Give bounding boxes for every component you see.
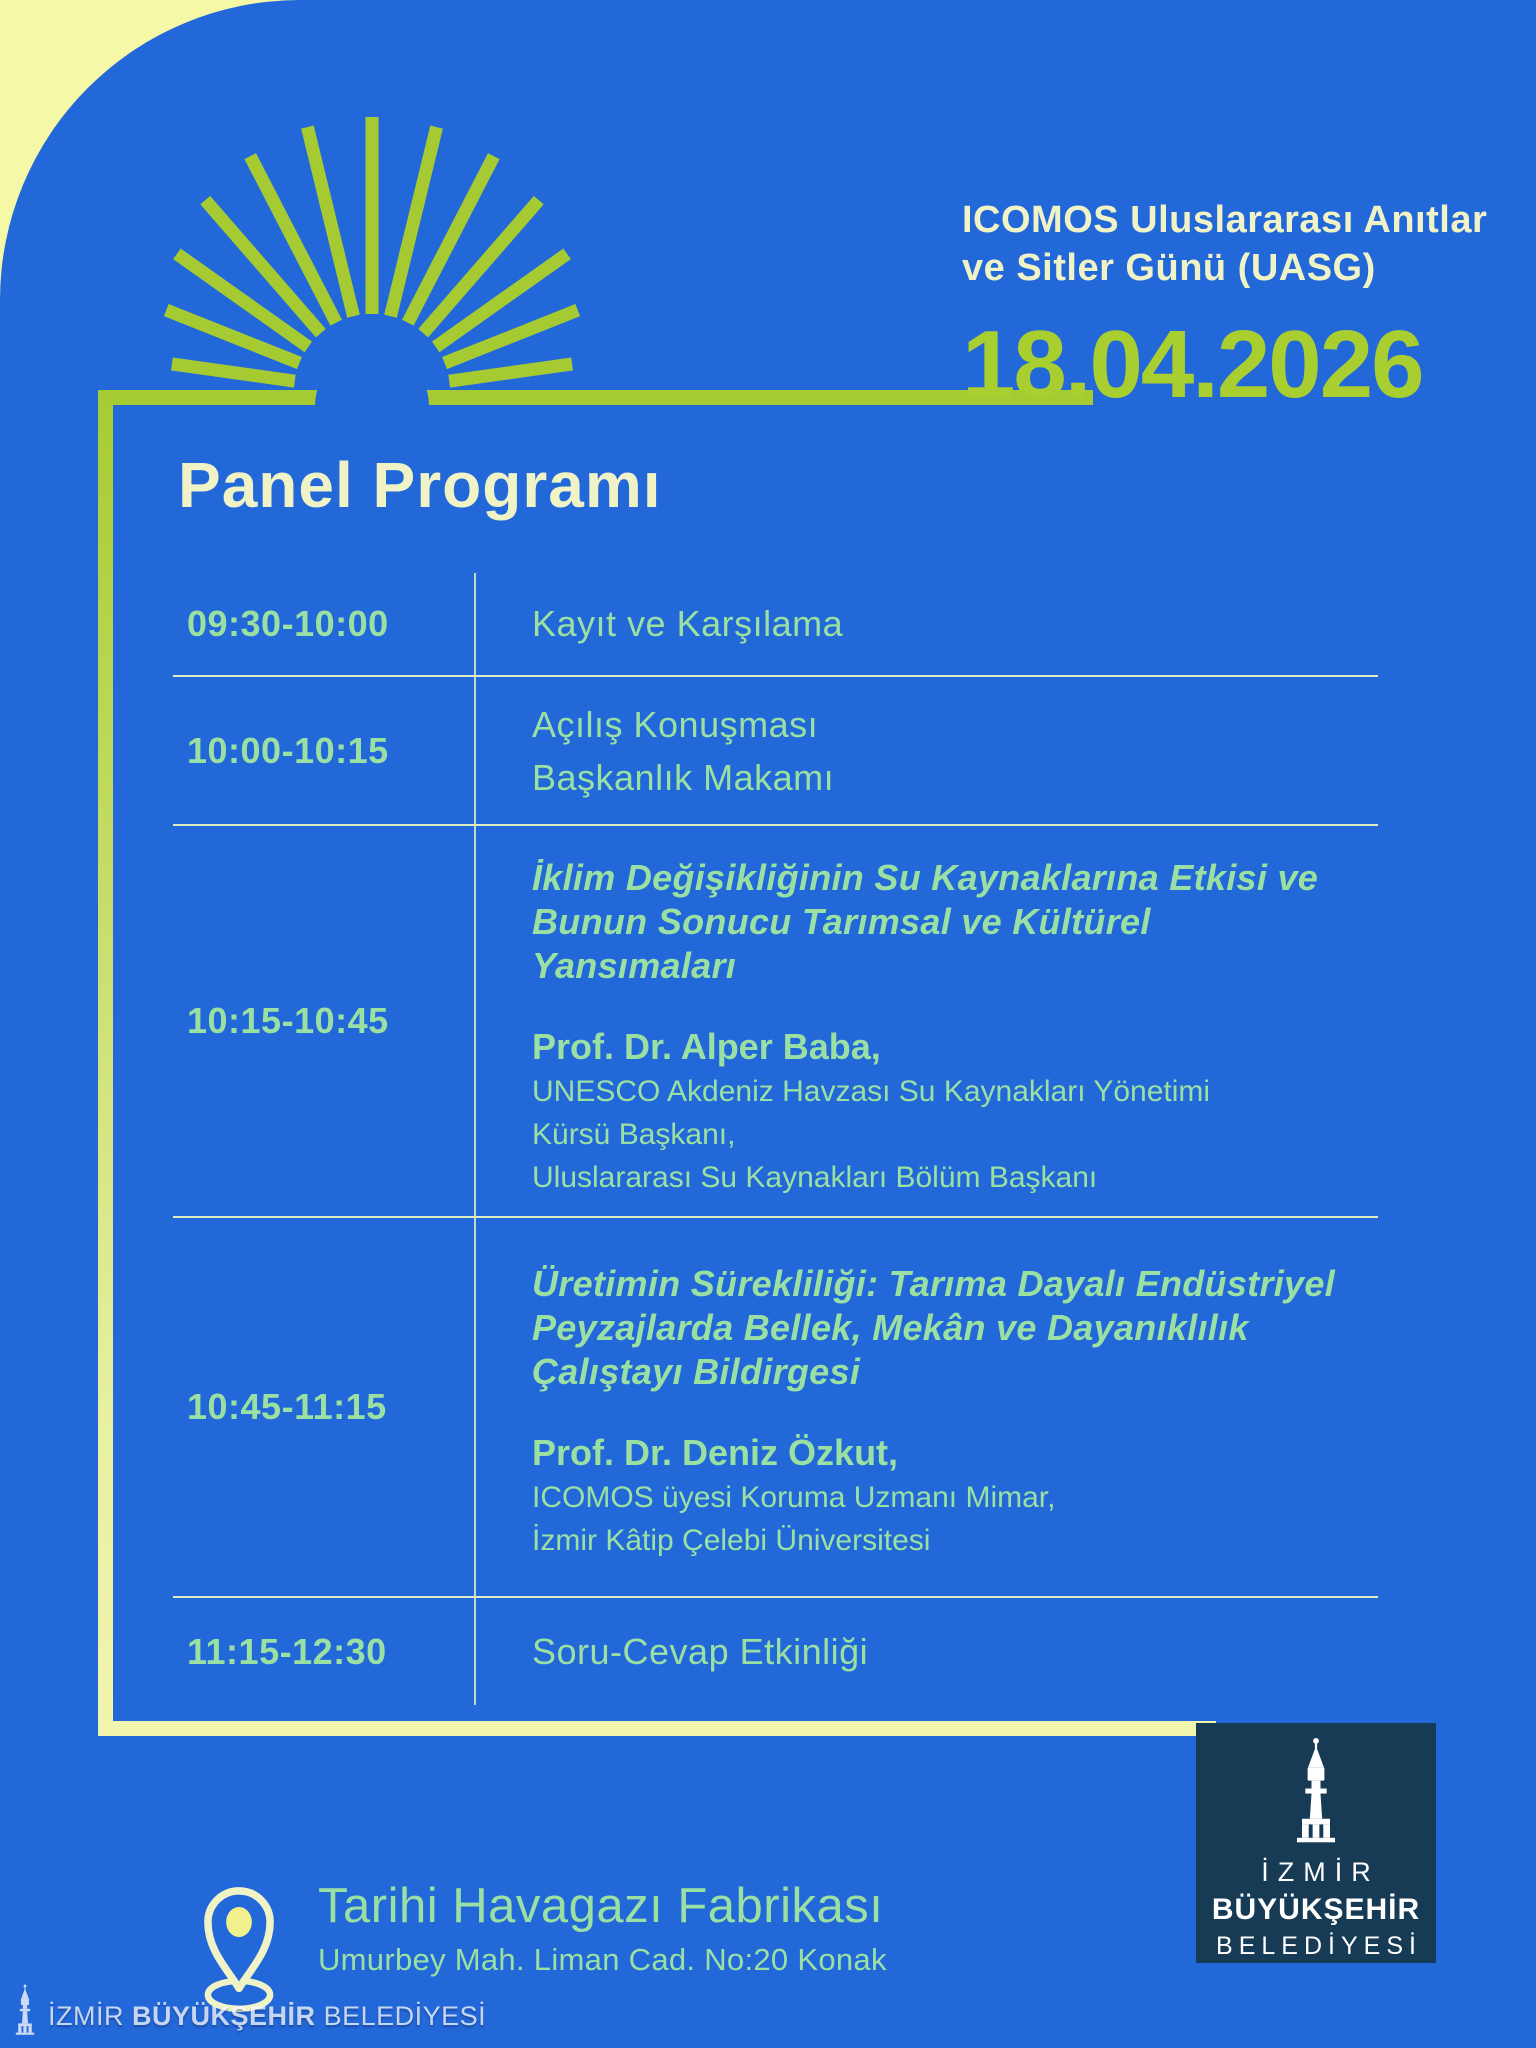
speaker-name: Prof. Dr. Deniz Özkut,: [532, 1432, 899, 1473]
schedule-row: [173, 1596, 1378, 1705]
speaker-detail: Uluslararası Su Kaynakları Bölüm Başkanı: [532, 1161, 1098, 1194]
watermark-city: İZMİR: [48, 2001, 124, 2031]
session-time: 10:45-11:15: [187, 1386, 387, 1427]
schedule-vertical-divider: [474, 573, 476, 1705]
event-header: [962, 196, 1487, 420]
event-title-line2: ve Sitler Günü (UASG): [962, 247, 1376, 289]
session-time: 10:15-10:45: [187, 1000, 389, 1041]
session-text: Soru-Cevap Etkinliği: [532, 1630, 869, 1672]
venue-text: [318, 1878, 887, 1978]
session-time: 09:30-10:00: [187, 603, 389, 644]
session-description: [474, 826, 1378, 1216]
schedule-row: [173, 824, 1378, 1216]
session-text: Kayıt ve Karşılama: [532, 603, 844, 644]
speaker-detail: Kürsü Başkanı,: [532, 1118, 736, 1151]
watermark-municipality: BELEDİYESİ: [323, 2001, 487, 2031]
topic-line: Üretimin Sürekliliği: Tarıma Dayalı Endüstriyel: [532, 1263, 1336, 1304]
watermark-metro: BÜYÜKŞEHİR: [132, 2001, 316, 2031]
session-description: [474, 1598, 1378, 1705]
schedule-row: [173, 573, 1378, 675]
topic-line: Peyzajlarda Bellek, Mekân ve Dayanıklılık: [532, 1307, 1249, 1348]
logo-city-label: İZMİR: [1261, 1857, 1380, 1887]
frame-bottom-line: [98, 1721, 1216, 1736]
session-description: [474, 677, 1378, 824]
session-description: [474, 573, 1378, 675]
session-description: [474, 1218, 1378, 1596]
topic-line: İklim Değişikliğinin Su Kaynaklarına Etkisi ve: [532, 857, 1319, 898]
venue-name: Tarihi Havagazı Fabrikası: [318, 1879, 884, 1933]
event-date: 18.04.2026: [962, 311, 1423, 418]
speaker-detail: UNESCO Akdeniz Havzası Su Kaynakları Yönetimi: [532, 1075, 1211, 1108]
session-text-line: Başkanlık Makamı: [532, 756, 835, 798]
schedule-table: [173, 573, 1378, 1705]
venue-address: Umurbey Mah. Liman Cad. No:20 Konak: [318, 1942, 887, 1977]
sunburst-icon: [90, 100, 660, 420]
session-text-line: Açılış Konuşması: [532, 703, 819, 745]
logo-municipality-label: BELEDİYESİ: [1216, 1932, 1422, 1960]
speaker-detail: İzmir Kâtip Çelebi Üniversitesi: [532, 1524, 931, 1557]
sun-dome: [315, 349, 429, 406]
schedule-row: [173, 675, 1378, 824]
schedule-row: [173, 1216, 1378, 1596]
speaker-name: Prof. Dr. Alper Baba,: [532, 1026, 881, 1067]
event-title-line1: ICOMOS Uluslararası Anıtlar: [962, 199, 1488, 241]
speaker-detail: ICOMOS üyesi Koruma Uzmanı Mimar,: [532, 1481, 1056, 1514]
logo-metro-label: BÜYÜKŞEHİR: [1211, 1893, 1421, 1926]
topic-line: Bunun Sonucu Tarımsal ve Kültürel: [532, 901, 1151, 942]
watermark-text: [48, 2001, 486, 2038]
frame-left-line: [98, 390, 113, 1736]
session-topic: [532, 1262, 1378, 1394]
watermark-logo: [8, 1984, 486, 2038]
topic-line: Yansımaları: [532, 945, 737, 986]
session-time: 11:15-12:30: [187, 1630, 387, 1672]
clock-tower-icon: [8, 1984, 42, 2038]
session-time: 10:00-10:15: [187, 729, 389, 771]
topic-line: Çalıştayı Bildirgesi: [532, 1351, 861, 1392]
clock-tower-icon: [1281, 1737, 1351, 1849]
municipality-logo: [1196, 1723, 1436, 1963]
session-topic: [532, 856, 1378, 988]
page-title: Panel Programı: [178, 449, 662, 521]
